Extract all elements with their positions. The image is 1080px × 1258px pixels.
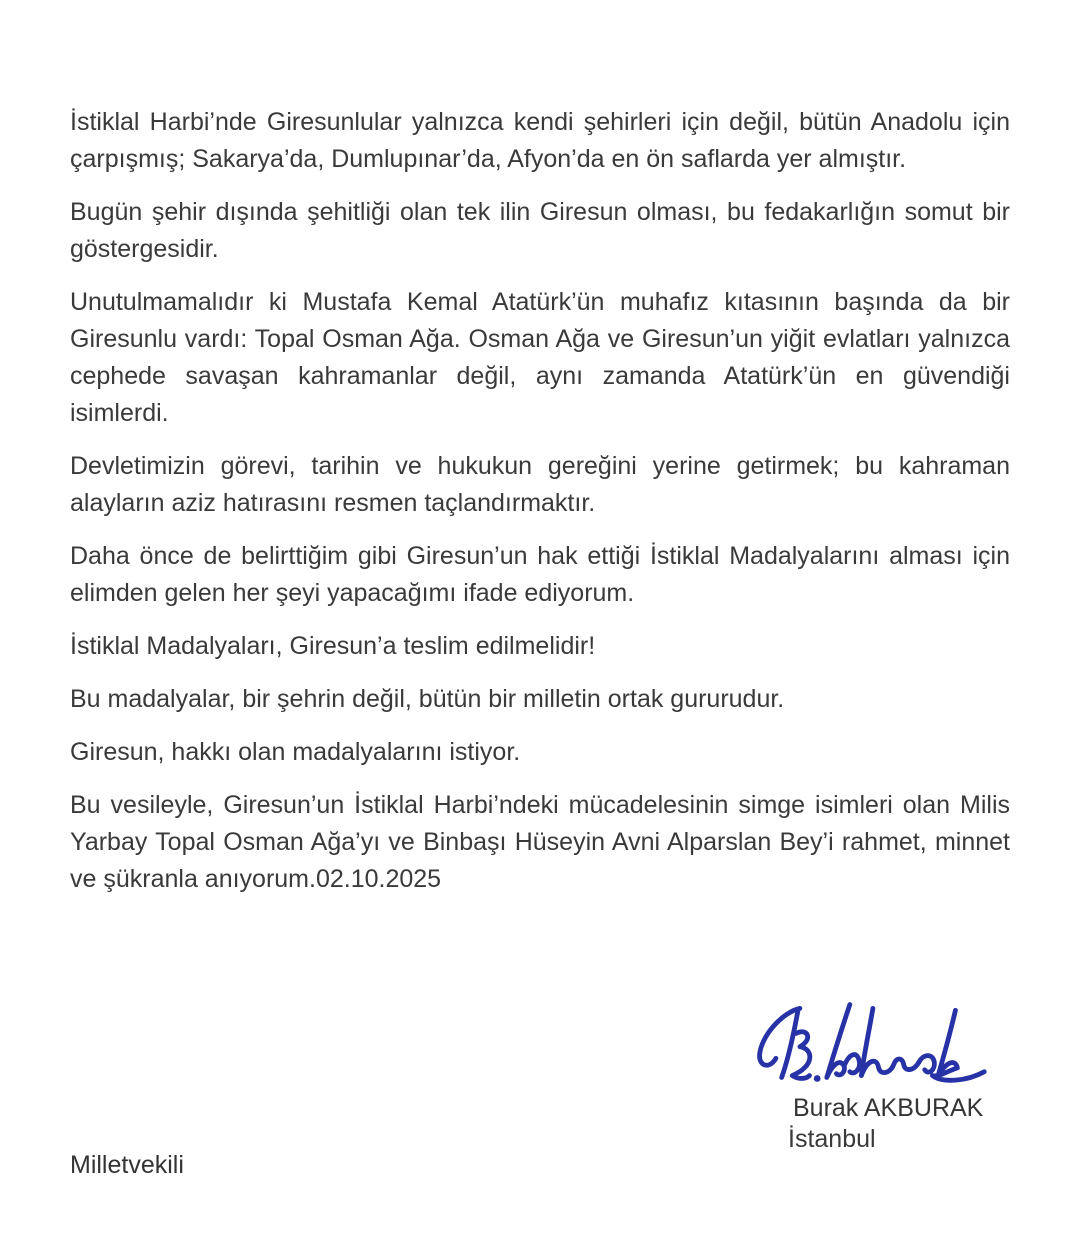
- signatory-title: Milletvekili: [70, 1151, 184, 1179]
- paragraph: Bu madalyalar, bir şehrin değil, bütün bir milletin ortak gururudur.: [70, 685, 785, 713]
- signatory-name: Burak AKBURAK: [793, 1094, 984, 1122]
- paragraph: Bu vesileyle, Giresun’un İstiklal Harbi’ndeki mücadelesinin simge isimleri olan Milis Yarbay Topal Osman Ağa’yı ve Binbaşı Hüseyin Avni Alparslan Bey’i rahmet, minnet ve şükranla anıyorum.02.10.2025: [70, 791, 1010, 893]
- paragraph: Bugün şehir dışında şehitliği olan tek ilin Giresun olması, bu fedakarlığın somut bir göstergesidir.: [70, 198, 1010, 263]
- paragraph: İstiklal Harbi’nde Giresunlular yalnızca kendi şehirleri için değil, bütün Anadolu için çarpışmış; Sakarya’da, Dumlupınar’da, Afyon’da en ön saflarda yer almıştır.: [70, 108, 1010, 173]
- signature-ink-image: [750, 996, 990, 1086]
- signature-block: [750, 996, 1000, 1154]
- signatory-city: İstanbul: [788, 1125, 876, 1153]
- paragraph: Giresun, hakkı olan madalyalarını istiyor.: [70, 738, 521, 766]
- paragraph: İstiklal Madalyaları, Giresun’a teslim edilmelidir!: [70, 632, 596, 660]
- paragraph: Unutulmamalıdır ki Mustafa Kemal Atatürk’ün muhafız kıtasının başında da bir Giresunlu vardı: Topal Osman Ağa. Osman Ağa ve Giresun’un yiğit evlatları yalnızca cephede savaşan kahramanlar değil, aynı zamanda Atatürk’ün en güvendiği isimlerdi.: [70, 288, 1010, 427]
- paragraph: Devletimizin görevi, tarihin ve hukukun gereğini yerine getirmek; bu kahraman alayların aziz hatırasını resmen taçlandırmaktır.: [70, 452, 1010, 517]
- paragraph: Daha önce de belirttiğim gibi Giresun’un hak ettiği İstiklal Madalyalarını alması için elimden gelen her şeyi yapacağımı ifade ediyorum.: [70, 542, 1010, 607]
- document-body: [70, 104, 1010, 914]
